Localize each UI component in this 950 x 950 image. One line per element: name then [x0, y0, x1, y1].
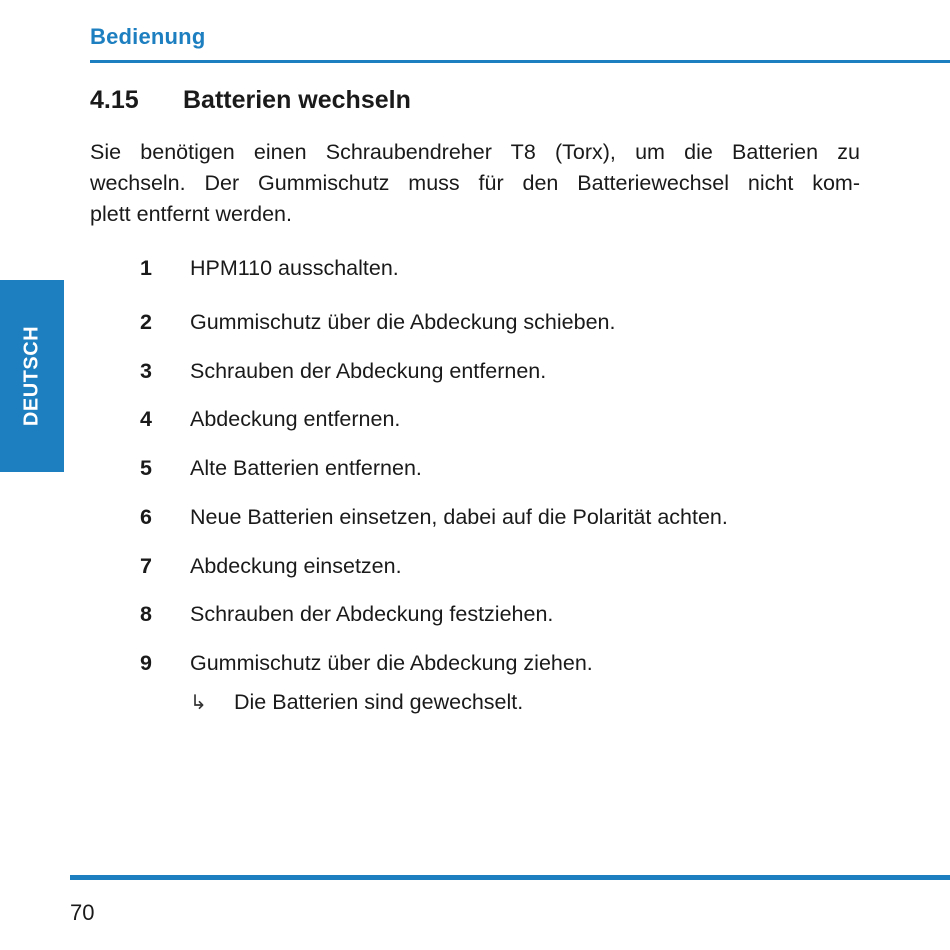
step-number: 5	[140, 456, 152, 480]
step-text: Schrauben der Abdeckung festziehen.	[190, 602, 554, 626]
step-number: 6	[140, 505, 152, 529]
intro-line: plett entfernt werden.	[90, 202, 292, 226]
intro-line: wechseln. Der Gummischutz muss für den Batteriewechsel nicht kom-	[90, 171, 860, 195]
step-number: 3	[140, 359, 152, 383]
step-number: 8	[140, 602, 152, 626]
step-text: Abdeckung einsetzen.	[190, 554, 402, 578]
language-tab-label: DEUTSCH	[20, 325, 43, 427]
step-number: 1	[140, 256, 152, 280]
list-item-step-9	[140, 651, 593, 676]
list-item-step-7	[140, 554, 402, 579]
running-header: Bedienung	[90, 24, 206, 49]
result-line	[190, 690, 523, 715]
result-text: Die Batterien sind gewechselt.	[234, 690, 524, 714]
list-item-step-5	[140, 456, 422, 481]
step-text: Neue Batterien einsetzen, dabei auf die Polarität achten.	[190, 505, 728, 529]
step-number: 7	[140, 554, 152, 578]
step-text: HPM110 ausschalten.	[190, 256, 399, 280]
section-number: 4.15	[90, 86, 139, 114]
list-item-step-3	[140, 359, 546, 384]
page-number: 70	[70, 900, 95, 925]
list-item-step-1	[140, 256, 399, 281]
step-text: Abdeckung entfernen.	[190, 407, 401, 431]
step-text: Alte Batterien entfernen.	[190, 456, 422, 480]
section-title: Batterien wechseln	[183, 86, 411, 114]
step-text: Gummischutz über die Abdeckung schieben.	[190, 310, 616, 334]
step-number: 4	[140, 407, 152, 431]
list-item-step-4	[140, 407, 400, 432]
list-item-step-8	[140, 602, 553, 627]
list-item-step-2	[140, 310, 615, 335]
result-arrow-icon: ↳	[190, 692, 207, 714]
step-number: 2	[140, 310, 152, 334]
footer-divider	[70, 875, 950, 880]
step-text: Gummischutz über die Abdeckung ziehen.	[190, 651, 593, 675]
list-item-step-6	[140, 505, 728, 530]
intro-line: Sie benötigen einen Schraubendreher T8 (Torx), um die Batterien zu	[90, 140, 860, 164]
step-text: Schrauben der Abdeckung entfernen.	[190, 359, 547, 383]
step-number: 9	[140, 651, 152, 675]
